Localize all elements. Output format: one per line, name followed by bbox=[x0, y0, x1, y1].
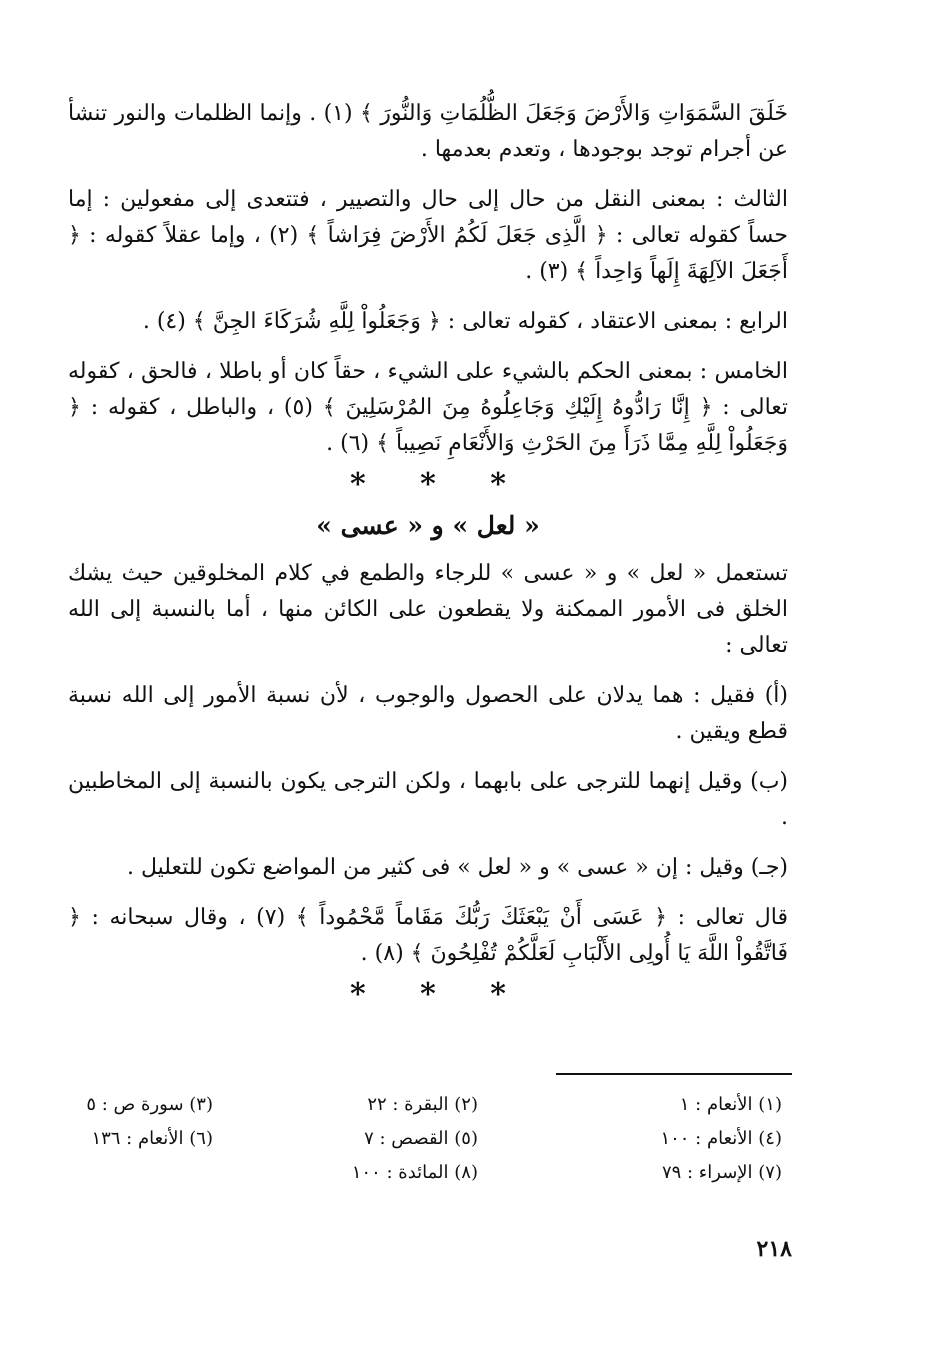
footnote-3: (٣) سورة ص : ٥ bbox=[86, 1094, 213, 1115]
footnote-1: (١) الأنعام : ١ bbox=[679, 1094, 782, 1115]
paragraph-third-meaning: الثالث : بمعنى النقل من حال إلى حال والتصيير ، فتتعدى إلى مفعولين : إما حساً كقوله تعالى : ﴿ الَّذِى جَعَلَ لَكُمُ الأَرْضَ فِرَاشاً ﴾ (٢) ، وإما عقلاً كقوله : ﴿ أَجَعَلَ الآلِهَةَ إِلَهاً وَاحِداً ﴾ (٣) . bbox=[68, 187, 788, 284]
footnote-rule bbox=[556, 1073, 792, 1075]
section-separator: * * * bbox=[350, 467, 506, 502]
paragraph-opinion-a: (أ) فقيل : هما يدلان على الحصول والوجوب ، لأن نسبة الأمور إلى الله نسبة قطع ويقين . bbox=[68, 683, 788, 744]
footnote-8: (٨) المائدة : ١٠٠ bbox=[351, 1162, 478, 1183]
footnote-7: (٧) الإسراء : ٧٩ bbox=[661, 1162, 782, 1183]
footnote-4: (٤) الأنعام : ١٠٠ bbox=[660, 1128, 782, 1149]
footnote-5: (٥) القصص : ٧ bbox=[364, 1128, 478, 1149]
page-number: ٢١٨ bbox=[756, 1236, 792, 1262]
paragraph-opinion-c: (جـ) وقيل : إن « عسى » و « لعل » فى كثير من المواضع تكون للتعليل . bbox=[126, 855, 788, 880]
paragraph-intro: تستعمل « لعل » و « عسى » للرجاء والطمع في كلام المخلوقين حيث يشك الخلق فى الأمور الممكنة ولا يقطعون على الكائن منها ، أما بالنسبة إلى الله تعالى : bbox=[68, 561, 788, 658]
paragraph-fifth-meaning: الخامس : بمعنى الحكم بالشيء على الشيء ، حقاً كان أو باطلا ، فالحق ، كقوله تعالى : ﴿ إِنَّا رَادُّوهُ إِلَيْكِ وَجَاعِلُوهُ مِنَ المُرْسَلِينَ ﴾ (٥) ، والباطل ، كقوله : ﴿ وَجَعَلُواْ لِلَّهِ مِمَّا ذَرَأَ مِنَ الحَرْثِ وَالأَنْعَامِ نَصِيباً ﴾ (٦) . bbox=[68, 359, 789, 456]
paragraph-fourth-meaning: الرابع : بمعنى الاعتقاد ، كقوله تعالى : ﴿ وَجَعَلُواْ لِلَّهِ شُرَكَاءَ الجِنَّ ﴾ (٤) . bbox=[142, 309, 788, 334]
paragraph-continuation: خَلَقَ السَّمَوَاتِ وَالأَرْضَ وَجَعَلَ الظُّلُمَاتِ وَالنُّورَ ﴾ (١) . وإنما الظلمات والنور تنشأ عن أجرام توجد بوجودها ، وتعدم بعدمها . bbox=[68, 101, 788, 162]
page-body bbox=[68, 96, 788, 1018]
end-separator: * * * bbox=[350, 977, 506, 1012]
paragraph-examples: قال تعالى : ﴿ عَسَى أَنْ يَبْعَثَكَ رَبُّكَ مَقَاماً مَّحْمُوداً ﴾ (٧) ، وقال سبحانه : ﴿ فَاتَّقُواْ اللَّهَ يَا أُولِى الأَلْبَابِ لَعَلَّكُمْ تُفْلِحُونَ ﴾ (٨) . bbox=[68, 905, 788, 966]
footnotes bbox=[68, 1092, 788, 1186]
footnote-2: (٢) البقرة : ٢٢ bbox=[367, 1094, 478, 1115]
section-heading: « لعل » و « عسى » bbox=[316, 511, 540, 540]
footnote-6: (٦) الأنعام : ١٣٦ bbox=[91, 1128, 213, 1149]
paragraph-opinion-b: (ب) وقيل إنهما للترجى على بابهما ، ولكن الترجى يكون بالنسبة إلى المخاطبين . bbox=[68, 769, 788, 830]
